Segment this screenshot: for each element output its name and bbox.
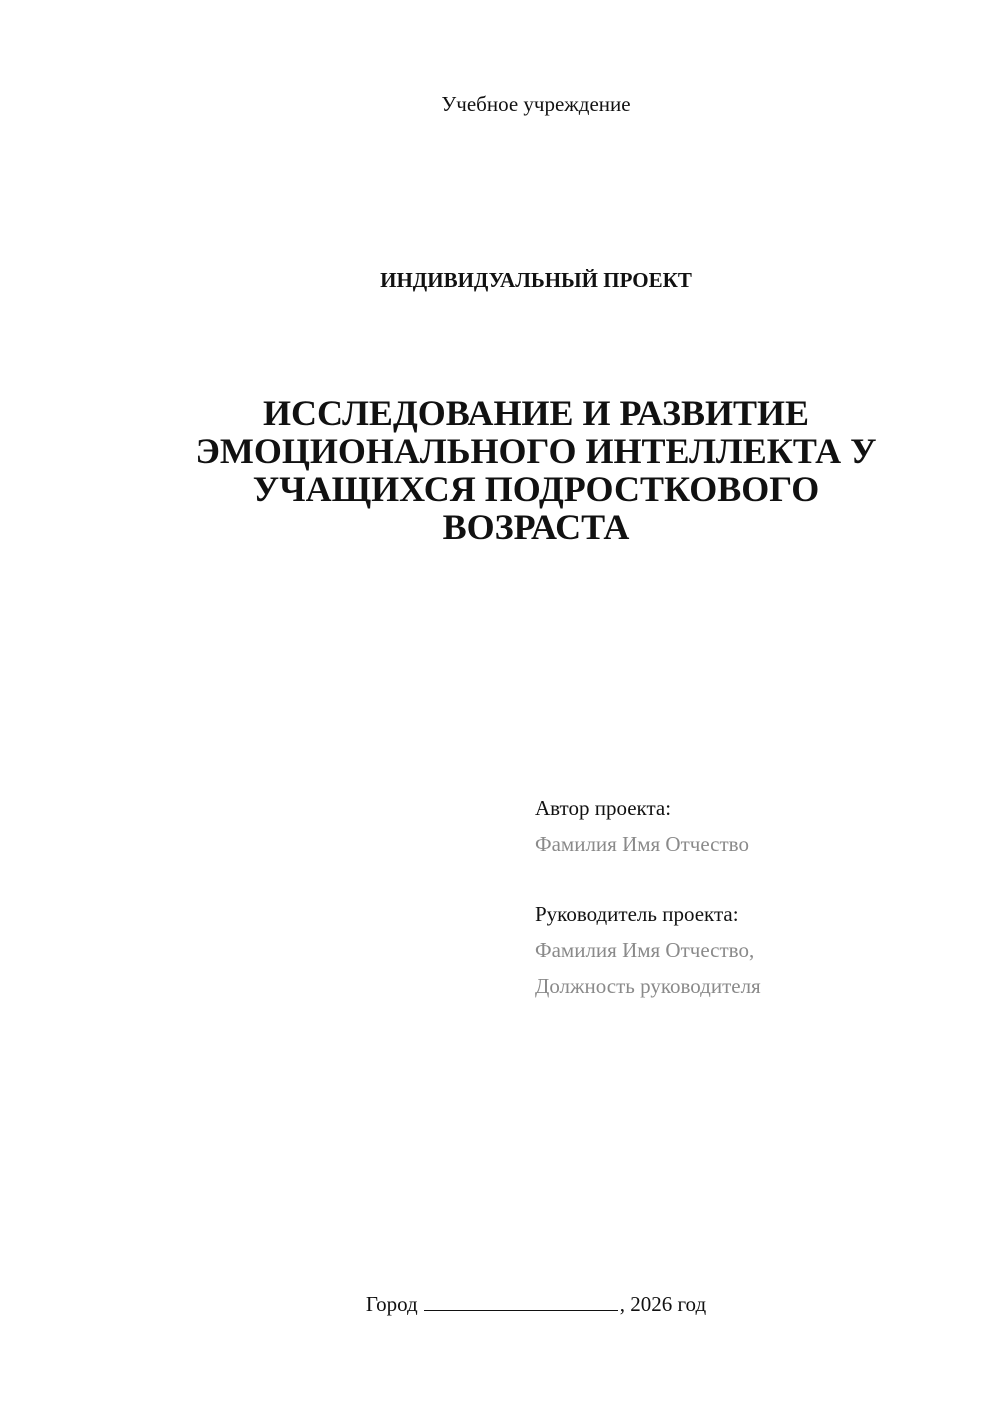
supervisor-label: Руководитель проекта: <box>535 902 739 926</box>
supervisor-name-placeholder: Фамилия Имя Отчество, <box>535 938 755 962</box>
project-title-line: ИССЛЕДОВАНИЕ И РАЗВИТИЕ <box>263 393 809 433</box>
project-info-block <box>535 790 975 1004</box>
city-blank-line <box>424 1290 618 1311</box>
author-label: Автор проекта: <box>535 796 672 820</box>
institution-name: Учебное учреждение <box>441 92 631 116</box>
project-type-heading: ИНДИВИДУАЛЬНЫЙ ПРОЕКТ <box>380 268 692 292</box>
city-label: Город <box>365 1292 418 1316</box>
project-title-line: УЧАЩИХСЯ ПОДРОСТКОВОГО <box>252 469 820 509</box>
project-title <box>150 394 922 546</box>
year-text: , 2026 год <box>619 1292 707 1316</box>
project-title-line: ЭМОЦИОНАЛЬНОГО ИНТЕЛЛЕКТА У <box>195 431 877 471</box>
project-title-line: ВОЗРАСТА <box>442 507 630 547</box>
info-spacer <box>535 862 975 896</box>
supervisor-position-placeholder: Должность руководителя <box>535 974 761 998</box>
city-year-line <box>0 1290 1000 1317</box>
author-name-placeholder: Фамилия Имя Отчество <box>535 832 749 856</box>
